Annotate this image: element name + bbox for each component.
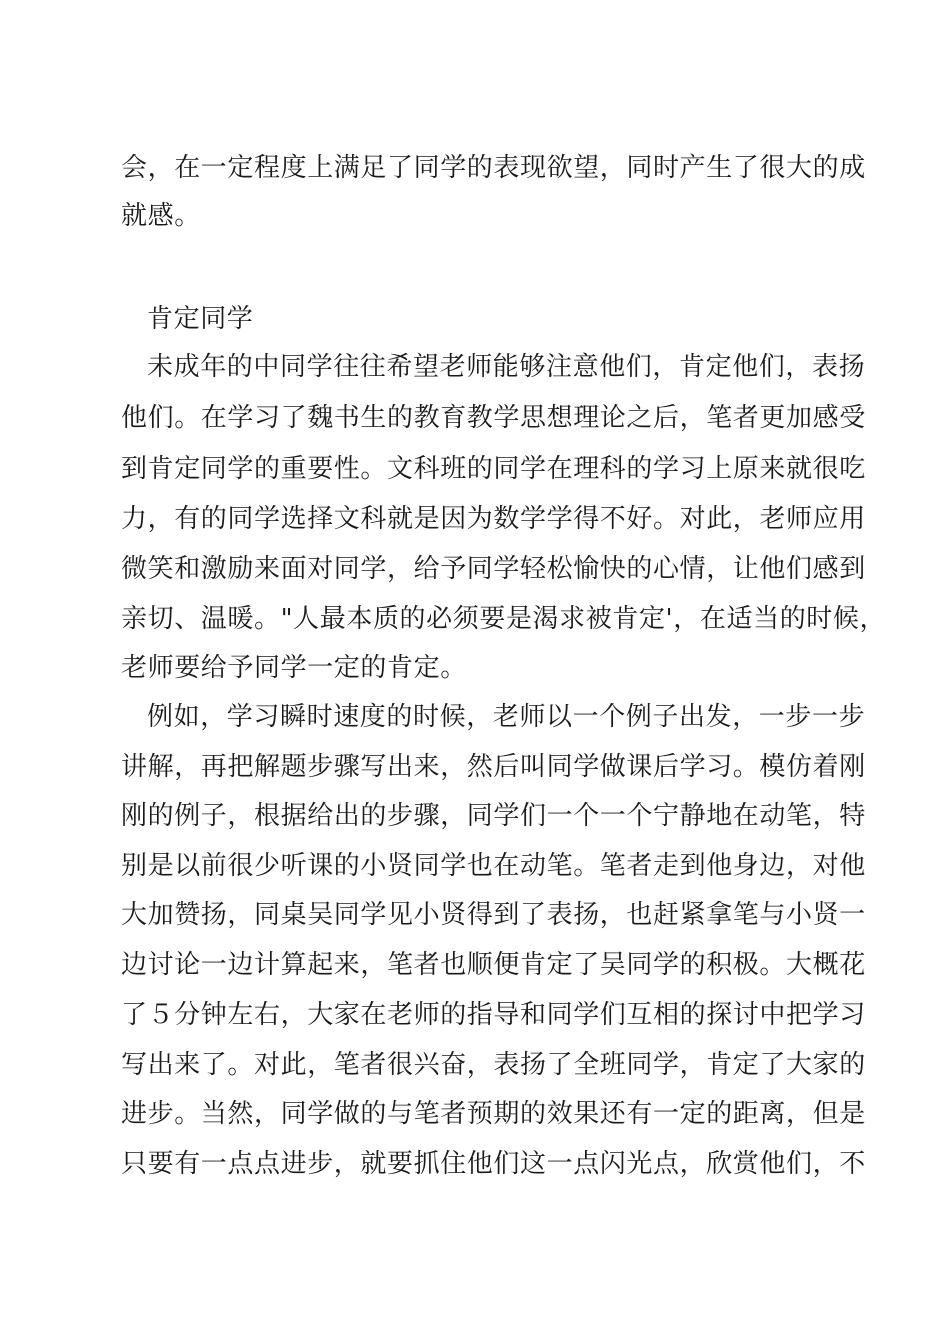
text-line: 只要有一点点进步，就要抓住他们这一点闪光点，欣赏他们，不 — [121, 1149, 866, 1179]
text-line: 微笑和激励来面对同学，给予同学轻松愉快的心情，让他们感到 — [121, 554, 866, 584]
text-line: 就感。 — [121, 201, 201, 231]
section-heading: 肯定同学 — [147, 304, 254, 334]
text-line: 到肯定同学的重要性。文科班的同学在理科的学习上原来就很吃 — [121, 454, 866, 484]
text-line: 大加赞扬，同桌吴同学见小贤得到了表扬，也赶紧拿笔与小贤一 — [121, 900, 866, 930]
text-line: 别是以前很少听课的小贤同学也在动笔。笔者走到他身边，对他 — [121, 851, 866, 881]
text-line: 了５分钟左右，大家在老师的指导和同学们互相的探讨中把学习 — [121, 1000, 866, 1030]
text-line: 力，有的同学选择文科就是因为数学学得不好。对此，老师应用 — [121, 504, 866, 534]
text-line: 老师要给予同学一定的肯定。 — [121, 653, 467, 683]
text-line: 例如，学习瞬时速度的时候，老师以一个例子出发，一步一步 — [147, 702, 866, 732]
text-line: 亲切、温暖。"人最本质的必须要是渴求被肯定'，在适当的时候， — [121, 604, 887, 634]
text-line: 他们。在学习了魏书生的教育教学思想理论之后，笔者更加感受 — [121, 403, 866, 433]
text-line: 边讨论一边计算起来，笔者也顺便肯定了吴同学的积极。大概花 — [121, 950, 866, 980]
text-line: 讲解，再把解题步骤写出来，然后叫同学做课后学习。模仿着刚 — [121, 752, 866, 782]
text-line: 会，在一定程度上满足了同学的表现欲望，同时产生了很大的成 — [121, 153, 866, 183]
text-line: 刚的例子，根据给出的步骤，同学们一个一个宁静地在动笔，特 — [121, 801, 866, 831]
text-line: 进步。当然，同学做的与笔者预期的效果还有一定的距离，但是 — [121, 1099, 866, 1129]
text-line: 写出来了。对此，笔者很兴奋，表扬了全班同学，肯定了大家的 — [121, 1050, 866, 1080]
text-line: 未成年的中同学往往希望老师能够注意他们，肯定他们，表扬 — [147, 352, 866, 382]
